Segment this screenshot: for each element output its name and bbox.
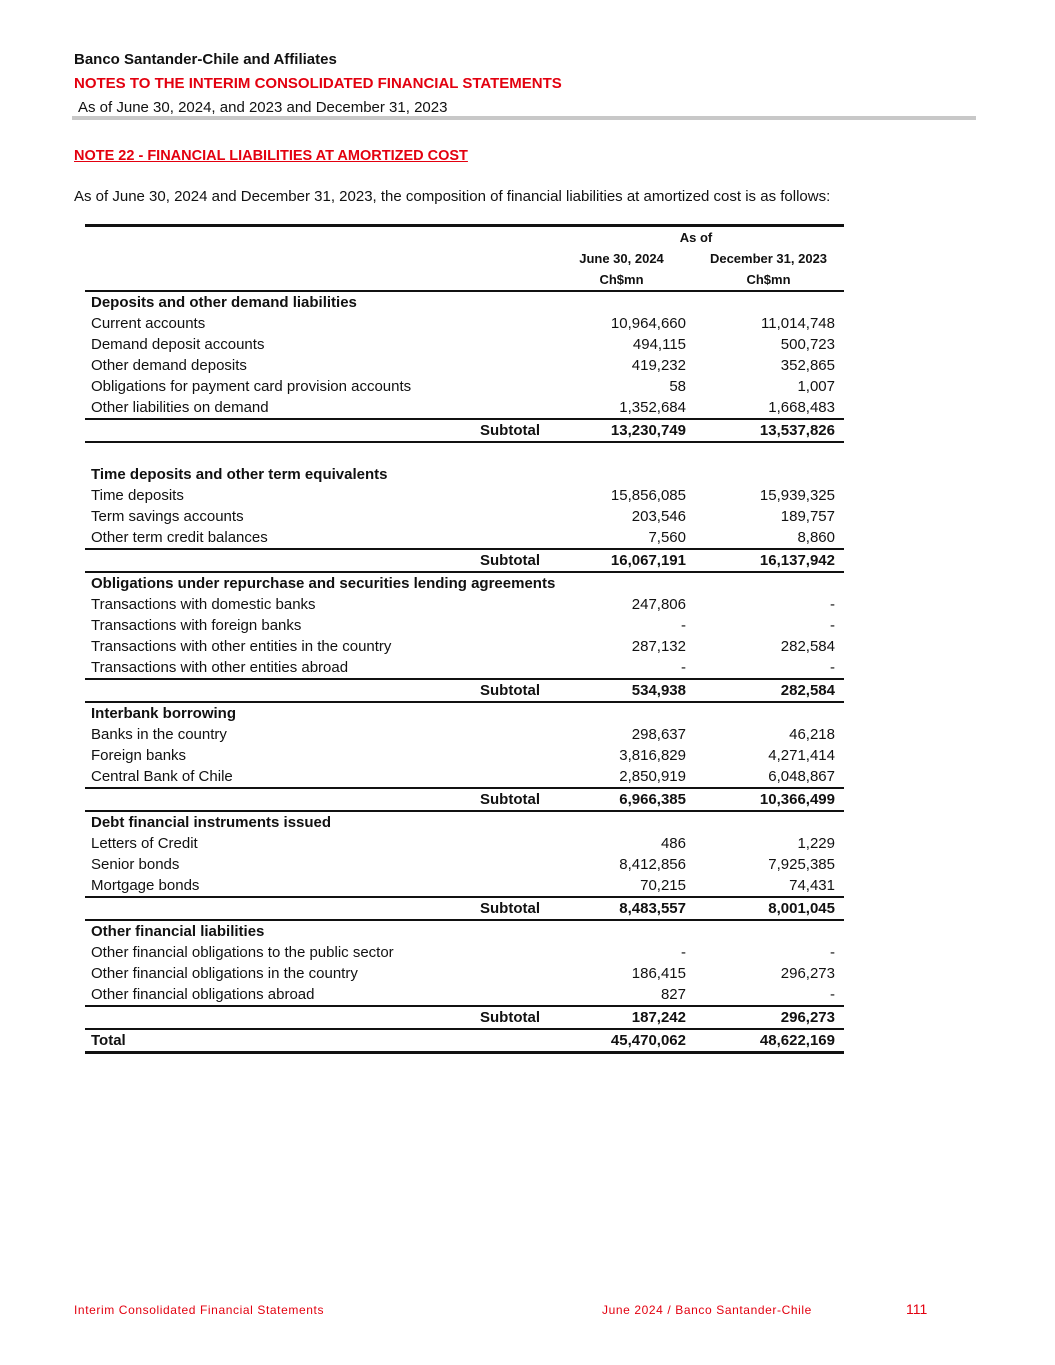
value-december-2023: 352,865 [780, 357, 835, 374]
row-label: Other financial obligations in the country [91, 965, 358, 982]
table-row [85, 334, 844, 355]
table-header-row [85, 226, 844, 249]
value-june-2024: 203,546 [631, 508, 686, 525]
subtotal-december-2023: 16,137,942 [695, 549, 844, 572]
table-row [85, 397, 844, 419]
row-label: Banks in the country [91, 726, 227, 743]
table-row [85, 745, 844, 766]
value-june-2024: 10,964,660 [610, 315, 686, 332]
row-label: Transactions with other entities abroad [91, 659, 349, 676]
table-row [85, 942, 844, 963]
value-december-2023: 74,431 [789, 877, 835, 894]
subtotal-label: Subtotal [455, 679, 550, 702]
section-title-row [85, 811, 844, 833]
row-label: Transactions with foreign banks [91, 617, 302, 634]
value-december-2023: - [830, 617, 835, 634]
subtotal-december-2023: 282,584 [695, 679, 844, 702]
subtotal-label: Subtotal [455, 788, 550, 811]
subtotal-december-2023: 296,273 [695, 1006, 844, 1029]
footer-document-title: Interim Consolidated Financial Statements [74, 1303, 325, 1317]
table-row [85, 833, 844, 854]
subtotal-row [85, 1006, 844, 1029]
value-december-2023: 1,229 [797, 835, 835, 852]
row-label: Term savings accounts [91, 508, 244, 525]
section-title: Debt financial instruments issued [91, 814, 332, 831]
unit-header-june-2024: Ch$mn [550, 269, 695, 291]
row-label: Other financial obligations abroad [91, 986, 315, 1003]
value-december-2023: 4,271,414 [768, 747, 835, 764]
subtotal-label: Subtotal [455, 897, 550, 920]
subtotal-december-2023: 10,366,499 [695, 788, 844, 811]
total-row [85, 1029, 844, 1053]
section-title: Deposits and other demand liabilities [91, 294, 357, 311]
value-june-2024: 8,412,856 [619, 856, 686, 873]
subtotal-row [85, 679, 844, 702]
section-title: Obligations under repurchase and securities lending agreements [91, 575, 556, 592]
value-june-2024: 1,352,684 [619, 399, 686, 416]
value-december-2023: 15,939,325 [759, 487, 835, 504]
value-december-2023: 11,014,748 [761, 315, 835, 332]
table-row [85, 527, 844, 549]
row-label: Other financial obligations to the public sector [91, 944, 394, 961]
subtotal-december-2023: 13,537,826 [695, 419, 844, 442]
value-december-2023: 500,723 [780, 336, 835, 353]
total-december-2023: 48,622,169 [695, 1029, 844, 1053]
subtotal-june-2024: 13,230,749 [550, 419, 695, 442]
subtotal-label: Subtotal [455, 419, 550, 442]
financial-liabilities-table [85, 224, 844, 1054]
table-row [85, 313, 844, 334]
table-header-row [85, 248, 844, 269]
table-row [85, 724, 844, 745]
reporting-period: As of June 30, 2024, and 2023 and December 31, 2023 [78, 99, 448, 116]
value-june-2024: 494,115 [632, 336, 686, 353]
section-title-row [85, 920, 844, 942]
table-row [85, 636, 844, 657]
section-title-row [85, 572, 844, 594]
row-label: Mortgage bonds [91, 877, 200, 894]
subtotal-june-2024: 534,938 [550, 679, 695, 702]
column-header-june-2024: June 30, 2024 [579, 251, 664, 266]
row-label: Transactions with other entities in the country [91, 638, 392, 655]
table-row [85, 984, 844, 1006]
value-december-2023: 7,925,385 [768, 856, 835, 873]
spacer-row [85, 442, 844, 464]
value-december-2023: 6,048,867 [768, 768, 835, 785]
section-title-row [85, 291, 844, 313]
table-row [85, 615, 844, 636]
page-number: 111 [906, 1301, 928, 1317]
table-row [85, 657, 844, 679]
value-june-2024: 486 [660, 835, 686, 852]
document-header [74, 50, 976, 117]
as-of-header: As of [550, 226, 844, 249]
notes-title: NOTES TO THE INTERIM CONSOLIDATED FINANCIAL STATEMENTS [74, 75, 562, 92]
value-december-2023: 46,218 [789, 726, 835, 743]
value-december-2023: 1,007 [797, 378, 835, 395]
table-row [85, 594, 844, 615]
value-december-2023: 282,584 [780, 638, 835, 655]
row-label: Demand deposit accounts [91, 336, 265, 353]
section-title-row [85, 464, 844, 485]
subtotal-june-2024: 16,067,191 [550, 549, 695, 572]
subtotal-june-2024: 8,483,557 [550, 897, 695, 920]
section-title: Other financial liabilities [91, 923, 265, 940]
subtotal-row [85, 788, 844, 811]
value-december-2023: - [830, 596, 835, 613]
value-december-2023: 296,273 [780, 965, 835, 982]
value-june-2024: 298,637 [631, 726, 686, 743]
row-label: Other demand deposits [91, 357, 247, 374]
table-row [85, 766, 844, 788]
value-june-2024: 419,232 [631, 357, 686, 374]
value-december-2023: 1,668,483 [768, 399, 835, 416]
value-december-2023: - [830, 944, 835, 961]
row-label: Letters of Credit [91, 835, 198, 852]
table-row [85, 875, 844, 897]
row-label: Foreign banks [91, 747, 187, 764]
note-intro: As of June 30, 2024 and December 31, 2023, the composition of financial liabilities at amortized cost is as follows: [74, 188, 831, 205]
subtotal-december-2023: 8,001,045 [695, 897, 844, 920]
value-june-2024: - [681, 617, 686, 634]
column-header-december-2023: December 31, 2023 [709, 251, 828, 266]
table-row [85, 485, 844, 506]
row-label: Transactions with domestic banks [91, 596, 316, 613]
subtotal-row [85, 419, 844, 442]
note-title: NOTE 22 - FINANCIAL LIABILITIES AT AMORTIZED COST [74, 148, 468, 164]
value-december-2023: 8,860 [797, 529, 835, 546]
row-label: Central Bank of Chile [91, 768, 233, 785]
value-june-2024: 70,215 [640, 877, 686, 894]
section-title: Interbank borrowing [91, 705, 237, 722]
header-divider [72, 116, 976, 120]
footer-publication: June 2024 / Banco Santander-Chile [602, 1303, 812, 1317]
value-june-2024: 247,806 [631, 596, 686, 613]
value-june-2024: - [681, 944, 686, 961]
subtotal-row [85, 549, 844, 572]
value-june-2024: - [681, 659, 686, 676]
row-label: Senior bonds [91, 856, 180, 873]
unit-header-december-2023: Ch$mn [695, 269, 844, 291]
table-row [85, 963, 844, 984]
table-header-row [85, 269, 844, 291]
table-row [85, 506, 844, 527]
value-june-2024: 2,850,919 [619, 768, 686, 785]
value-june-2024: 186,415 [631, 965, 686, 982]
subtotal-row [85, 897, 844, 920]
subtotal-june-2024: 187,242 [550, 1006, 695, 1029]
table-row [85, 355, 844, 376]
row-label: Current accounts [91, 315, 206, 332]
value-june-2024: 7,560 [648, 529, 686, 546]
row-label: Obligations for payment card provision accounts [91, 378, 412, 395]
value-december-2023: - [830, 659, 835, 676]
value-june-2024: 15,856,085 [610, 487, 686, 504]
table-row [85, 854, 844, 875]
section-title: Time deposits and other term equivalents [91, 466, 388, 483]
total-label: Total [85, 1029, 550, 1053]
value-june-2024: 58 [669, 378, 686, 395]
subtotal-june-2024: 6,966,385 [550, 788, 695, 811]
value-december-2023: 189,757 [780, 508, 835, 525]
subtotal-label: Subtotal [455, 549, 550, 572]
row-label: Other liabilities on demand [91, 399, 269, 416]
value-december-2023: - [830, 986, 835, 1003]
value-june-2024: 287,132 [631, 638, 686, 655]
row-label: Other term credit balances [91, 529, 268, 546]
table-row [85, 376, 844, 397]
value-june-2024: 827 [660, 986, 686, 1003]
company-name: Banco Santander-Chile and Affiliates [74, 51, 337, 68]
value-june-2024: 3,816,829 [619, 747, 686, 764]
subtotal-label: Subtotal [455, 1006, 550, 1029]
section-title-row [85, 702, 844, 724]
total-june-2024: 45,470,062 [550, 1029, 695, 1053]
row-label: Time deposits [91, 487, 184, 504]
